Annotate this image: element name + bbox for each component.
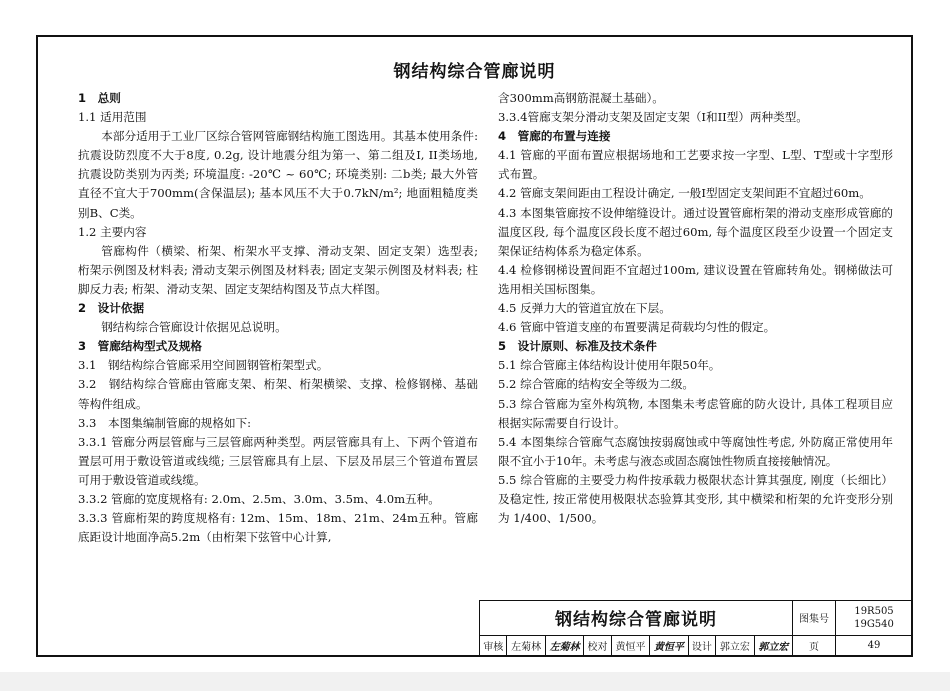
section-heading: 4 管廊的布置与连接: [498, 129, 611, 144]
paragraph: 4.3 本图集管廊按不设伸缩缝设计。通过设置管廊桁架的滑动支座形成管廊的温度区段, 每个温度区段长度不超过60m, 每个温度区段至少设置一个固定支架保证结构体系为稳定体系。: [498, 205, 893, 258]
atlas-number-2: 19G540: [854, 618, 894, 630]
designer-name: 郭立宏: [716, 635, 754, 656]
paragraph: 3.3.1 管廊分两层管廊与三层管廊两种类型。两层管廊具有上、下两个管道布置层可用于敷设管道或线缆; 三层管廊具有上层、下层及吊层三个管道布置层可用于敷设管道或线缆。: [78, 434, 478, 487]
review-label: 审核: [480, 635, 507, 656]
check-label: 校对: [584, 635, 611, 656]
section-heading: 3 管廊结构型式及规格: [78, 339, 203, 354]
paragraph: 管廊构件（横梁、桁架、桁架水平支撑、滑动支架、固定支架）选型表; 桁架示例图及材料表; 滑动支架示例图及材料表; 固定支架示例图及材料表; 柱脚反力表; 桁架、滑动支架、固定支架结构图及节点大样图。: [78, 243, 478, 296]
paragraph: 3.3.3 管廊桁架的跨度规格有: 12m、15m、18m、21m、24m五种。管廊底距设计地面净高5.2m（由桁架下弦管中心计算,: [78, 511, 478, 545]
bottom-bar: [0, 672, 950, 691]
reviewer-name: 左菊林: [507, 635, 545, 656]
page-number: 49: [836, 635, 913, 656]
paragraph: 5.3 综合管廊为室外构筑物, 本图集未考虑管廊的防火设计, 具体工程项目应根据实际需要自行设计。: [498, 396, 893, 430]
design-label: 设计: [688, 635, 715, 656]
section-heading: 1 总则: [78, 91, 121, 105]
atlas-number: [836, 601, 913, 636]
paragraph: 3.3.2 管廊的宽度规格有: 2.0m、2.5m、3.0m、3.5m、4.0m五种。: [78, 491, 440, 506]
paragraph: 3.3.4管廊支架分滑动支架及固定支架（I和II型）两种类型。: [498, 110, 808, 125]
drawing-frame: [36, 35, 913, 657]
paragraph: 5.2 综合管廊的结构安全等级为二级。: [498, 377, 695, 392]
paragraph: 4.4 检修钢梯设置间距不宜超过100m, 建议设置在管廊转角处。钢梯做法可选用相关国标图集。: [498, 262, 893, 296]
paragraph: 3.1 钢结构综合管廊采用空间圆钢管桁架型式。: [78, 358, 329, 373]
section-heading: 5 设计原则、标准及技术条件: [498, 339, 657, 354]
paragraph: 5.5 综合管廊的主要受力构件按承载力极限状态计算其强度, 刚度（长细比）及稳定性, 按正常使用极限状态验算其变形, 其中横梁和桁架的允许变形分别为 1/400、1/500。: [498, 472, 893, 526]
paragraph: 3.3 本图集编制管廊的规格如下:: [78, 415, 252, 430]
paragraph: 钢结构综合管廊设计依据见总说明。: [101, 320, 287, 335]
paragraph: 5.4 本图集综合管廊气态腐蚀按弱腐蚀或中等腐蚀性考虑, 外防腐正常使用年限不宜小于10年。未考虑与液态或固态腐蚀性物质直接接触情况。: [498, 434, 893, 468]
paragraph: 含300mm高钢筋混凝土基础）。: [498, 91, 664, 105]
left-text-column: [78, 89, 478, 547]
paragraph: 4.5 反弹力大的管道宜放在下层。: [498, 301, 671, 316]
atlas-number-1: 19R505: [854, 605, 894, 617]
title-block: [479, 600, 913, 657]
page-title: 钢结构综合管廊说明: [393, 62, 556, 82]
paragraph: 1.2 主要内容: [78, 224, 147, 239]
checker-signature: 黄恒平: [650, 635, 688, 656]
paragraph: 4.2 管廊支架间距由工程设计确定, 一般I型固定支架间距不宜超过60m。: [498, 186, 871, 201]
paragraph: 本部分适用于工业厂区综合管网管廊钢结构施工图选用。其基本使用条件: 抗震设防烈度不大于8度, 0.2g, 设计地震分组为第一、第二组及I, II类场地, 抗震设防类别为丙类; 环境温度: -20℃ ~ 60℃; 环境类别: 二b类; 最大外管直径不宜大于700mm(含保温层); 基本风压不大于0.7kN/m²; 地面粗糙度类别B、C类。: [78, 129, 478, 220]
paragraph: 5.1 综合管廊主体结构设计使用年限50年。: [498, 358, 721, 373]
page-label: 页: [793, 635, 836, 656]
right-text-column: [498, 89, 893, 528]
paragraph: 1.1 适用范围: [78, 110, 147, 125]
checker-name: 黄恒平: [611, 635, 649, 656]
reviewer-signature: 左菊林: [545, 635, 583, 656]
paragraph: 4.6 管廊中管道支座的布置要满足荷载均匀性的假定。: [498, 320, 776, 335]
title-block-title: 钢结构综合管廊说明: [480, 601, 793, 636]
section-heading: 2 设计依据: [78, 301, 145, 316]
paragraph: 4.1 管廊的平面布置应根据场地和工艺要求按一字型、L型、T型或十字型形式布置。: [498, 148, 893, 182]
designer-signature: 郭立宏: [754, 635, 792, 656]
paragraph: 3.2 钢结构综合管廊由管廊支架、桁架、桁架横梁、支撑、检修钢梯、基础等构件组成。: [78, 377, 478, 411]
atlas-number-label: 图集号: [793, 601, 836, 636]
